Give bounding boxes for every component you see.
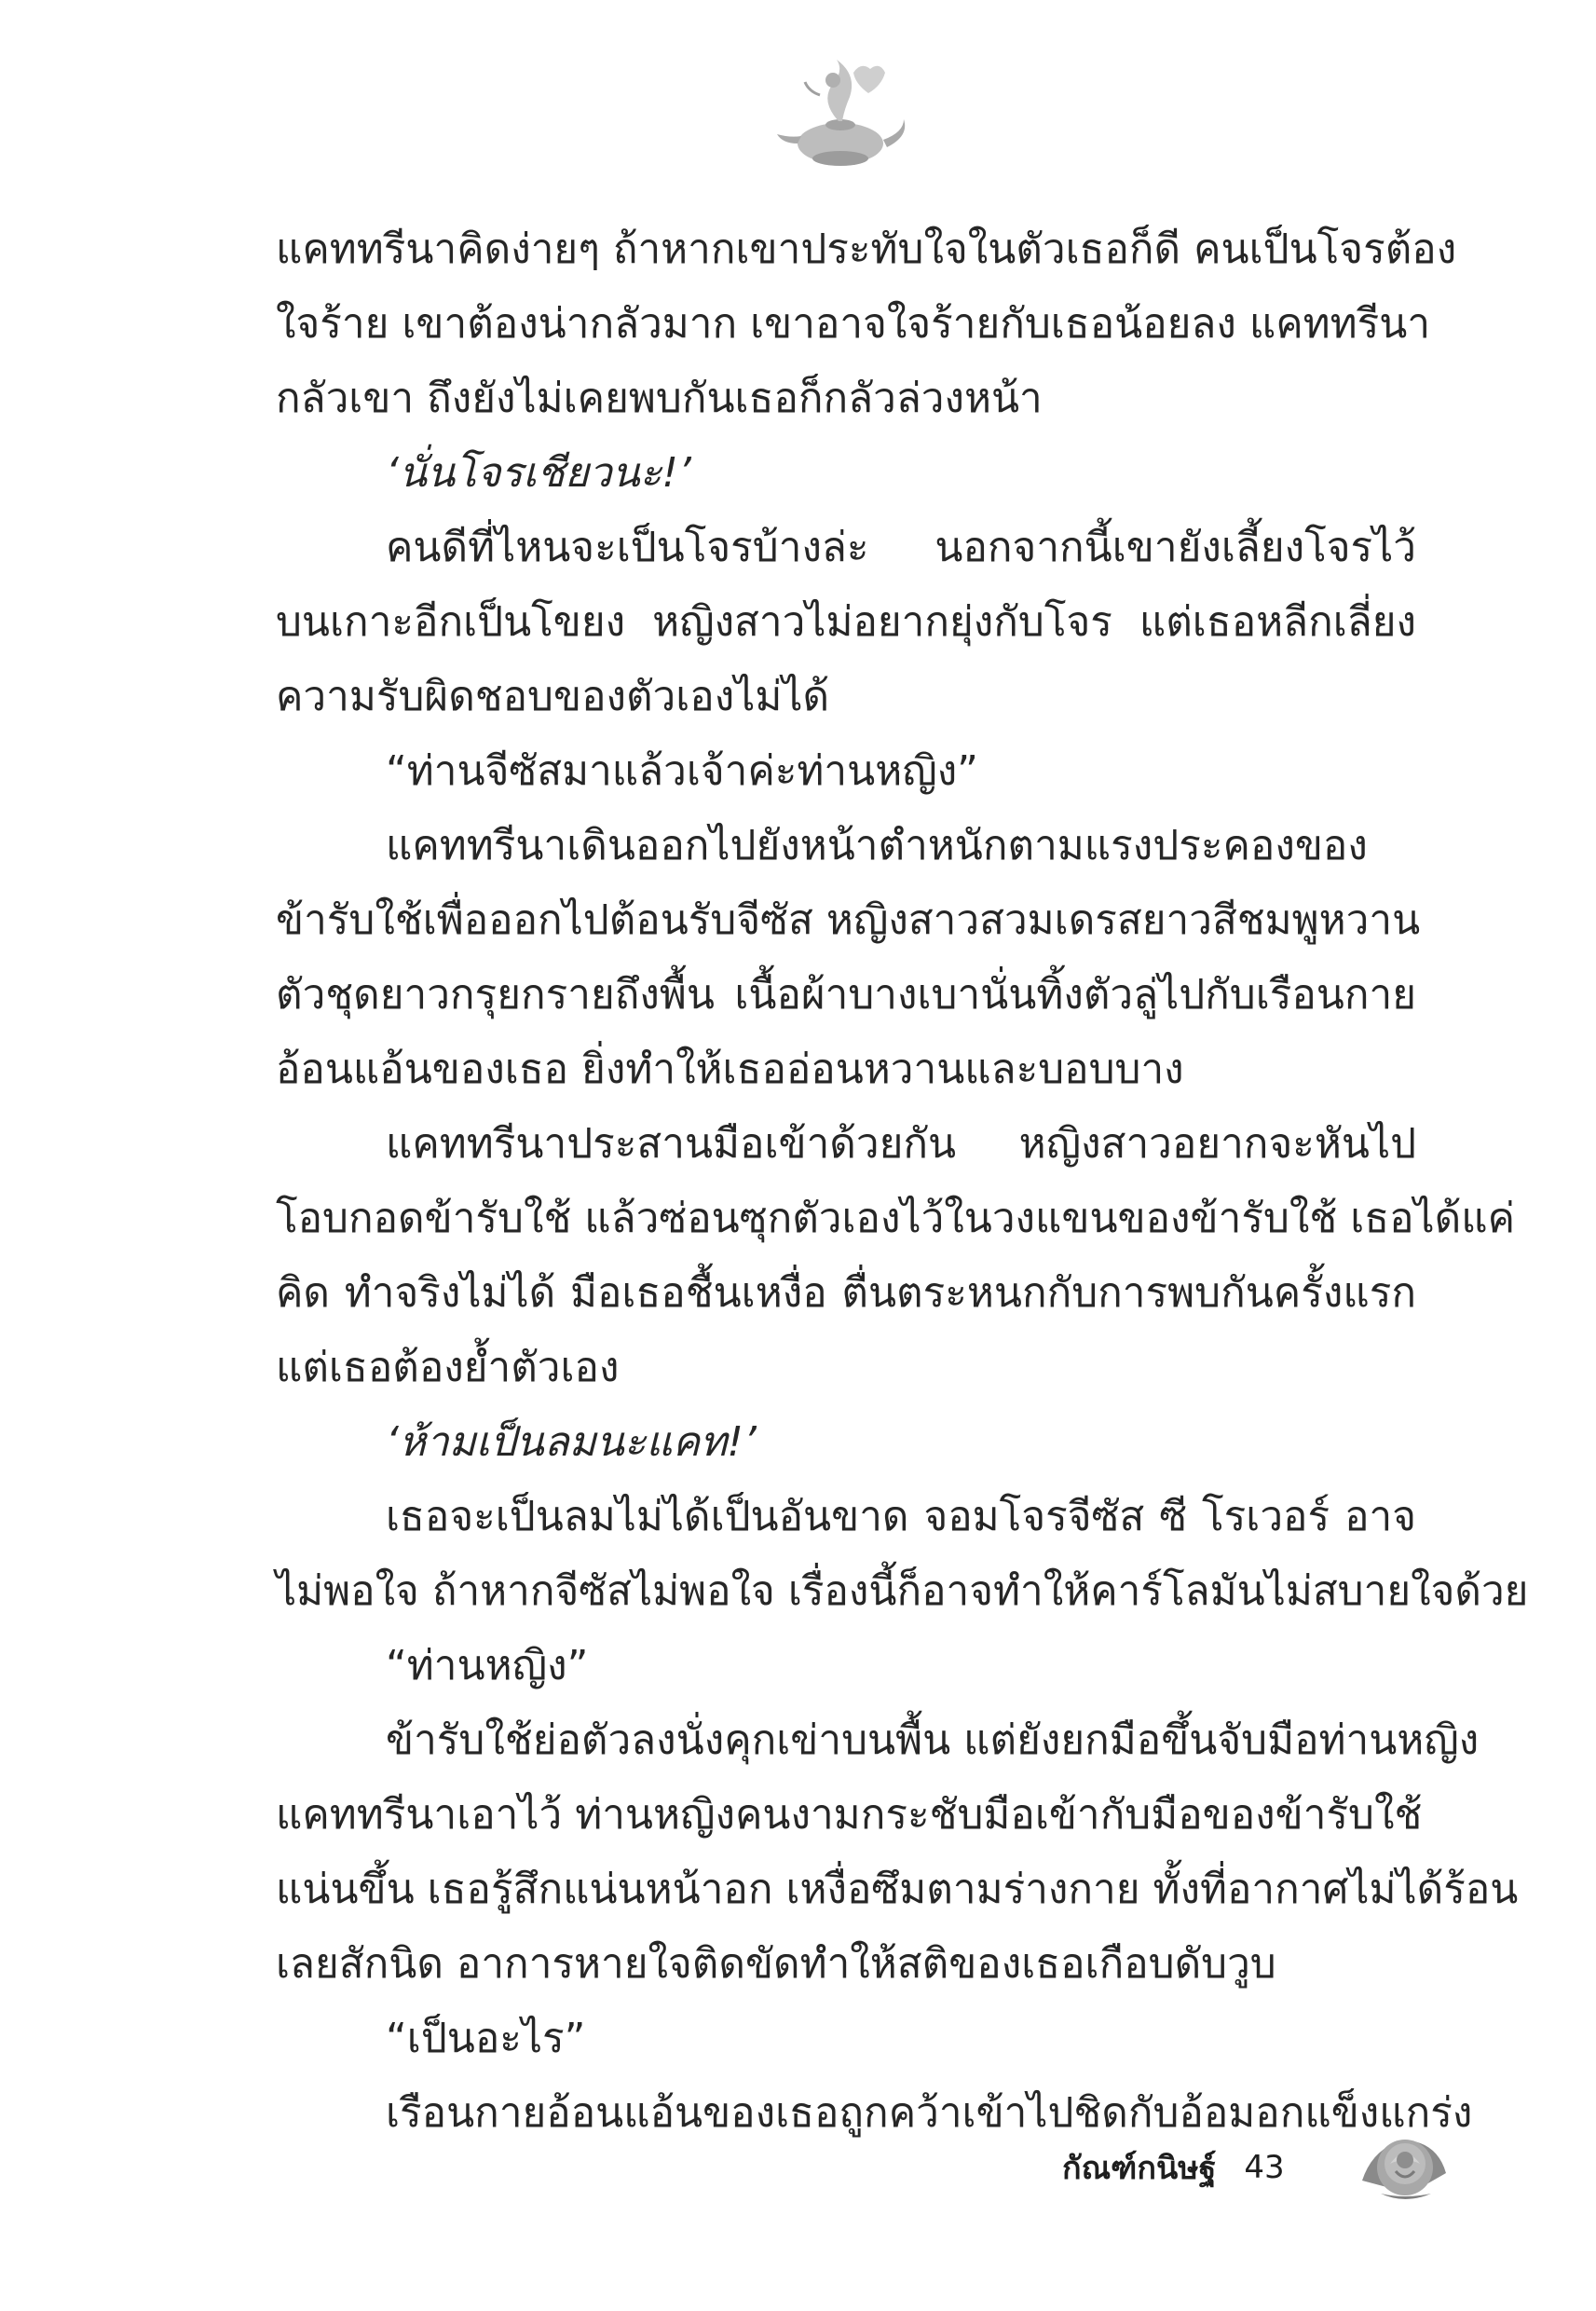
paragraph-line: ตัวชุดยาวกรุยกรายถึงพื้น เนื้อผ้าบางเบานั่นทิ้งตัวลู่ไปกับเรือนกาย — [276, 971, 1416, 1019]
paragraph-line: แคททรีนาเอาไว้ ท่านหญิงคนงามกระชับมือเข้ากับมือของข้ารับใช้ — [276, 1791, 1423, 1839]
thought-line: ‘ห้ามเป็นลมนะแคท!’ — [386, 1418, 757, 1466]
paragraph-line: ไม่พอใจ ถ้าหากจีซัสไม่พอใจ เรื่องนี้ก็อาจทำให้คาร์โลมันไม่สบายใจด้วย — [276, 1567, 1529, 1615]
dialogue-line: “ท่านจีซัสมาแล้วเจ้าค่ะท่านหญิง” — [386, 747, 978, 795]
paragraph-line: ความรับผิดชอบของตัวเองไม่ได้ — [276, 673, 830, 720]
paragraph-line: บนเกาะอีกเป็นโขยง หญิงสาวไม่อยากยุ่งกับโจร แต่เธอหลีกเลี่ยง — [276, 598, 1416, 646]
paragraph-line: เลยสักนิด อาการหายใจติดขัดทำให้สติของเธอเกือบดับวูบ — [276, 1940, 1276, 1988]
dialogue-line: “เป็นอะไร” — [386, 2015, 586, 2062]
page-number: 43 — [1244, 2149, 1285, 2186]
paragraph-line: แคททรีนาประสานมือเข้าด้วยกัน หญิงสาวอยากจะหันไป — [386, 1120, 1416, 1168]
paragraph-line: ใจร้าย เขาต้องน่ากลัวมาก เขาอาจใจร้ายกับเธอน้อยลง แคททรีนา — [276, 300, 1431, 348]
page-footer — [1062, 2130, 1285, 2205]
dialogue-line: “ท่านหญิง” — [386, 1642, 589, 1689]
paragraph-line: แคททรีนาเดินออกไปยังหน้าตำหนักตามแรงประคองของ — [386, 822, 1368, 869]
paragraph-line: คิด ทำจริงไม่ได้ มือเธอชื้นเหงื่อ ตื่นตระหนกกับการพบกันครั้งแรก — [276, 1269, 1416, 1317]
paragraph-line: โอบกอดข้ารับใช้ แล้วซ่อนซุกตัวเองไว้ในวงแขนของข้ารับใช้ เธอได้แค่ — [276, 1195, 1516, 1242]
rose-icon — [1353, 2115, 1455, 2208]
paragraph-line: คนดีที่ไหนจะเป็นโจรบ้างล่ะ นอกจากนี้เขายังเลี้ยงโจรไว้ — [386, 524, 1416, 571]
paragraph-line: ข้ารับใช้ย่อตัวลงนั่งคุกเข่าบนพื้น แต่ยังยกมือขึ้นจับมือท่านหญิง — [386, 1716, 1480, 1764]
paragraph-line: อ้อนแอ้นของเธอ ยิ่งทำให้เธออ่อนหวานและบอบบาง — [276, 1046, 1184, 1093]
paragraph-line: เรือนกายอ้อนแอ้นของเธอถูกคว้าเข้าไปชิดกับอ้อมอกแข็งแกร่ง — [386, 2089, 1473, 2137]
paragraph-line: แต่เธอต้องย้ำตัวเอง — [276, 1344, 620, 1391]
paragraph-line: แคททรีนาคิดง่ายๆ ถ้าหากเขาประทับใจในตัวเธอก็ดี คนเป็นโจรต้อง — [276, 226, 1457, 273]
genie-lamp-ornament-icon — [764, 54, 913, 175]
paragraph-line: เธอจะเป็นลมไม่ได้เป็นอันขาด จอมโจรจีซัส ซี โรเวอร์ อาจ — [386, 1493, 1416, 1540]
body-text — [276, 212, 1529, 2151]
book-title: กัณฑ์กนิษฐ์ — [1062, 2150, 1217, 2187]
paragraph-line: กลัวเขา ถึงยังไม่เคยพบกันเธอก็กลัวล่วงหน้า — [276, 375, 1043, 422]
paragraph-line: แน่นขึ้น เธอรู้สึกแน่นหน้าอก เหงื่อซึมตามร่างกาย ทั้งที่อากาศไม่ได้ร้อน — [276, 1866, 1519, 1913]
paragraph-line: ข้ารับใช้เพื่อออกไปต้อนรับจีซัส หญิงสาวสวมเดรสยาวสีชมพูหวาน — [276, 896, 1421, 944]
thought-line: ‘นั่นโจรเชียวนะ!’ — [386, 449, 691, 497]
